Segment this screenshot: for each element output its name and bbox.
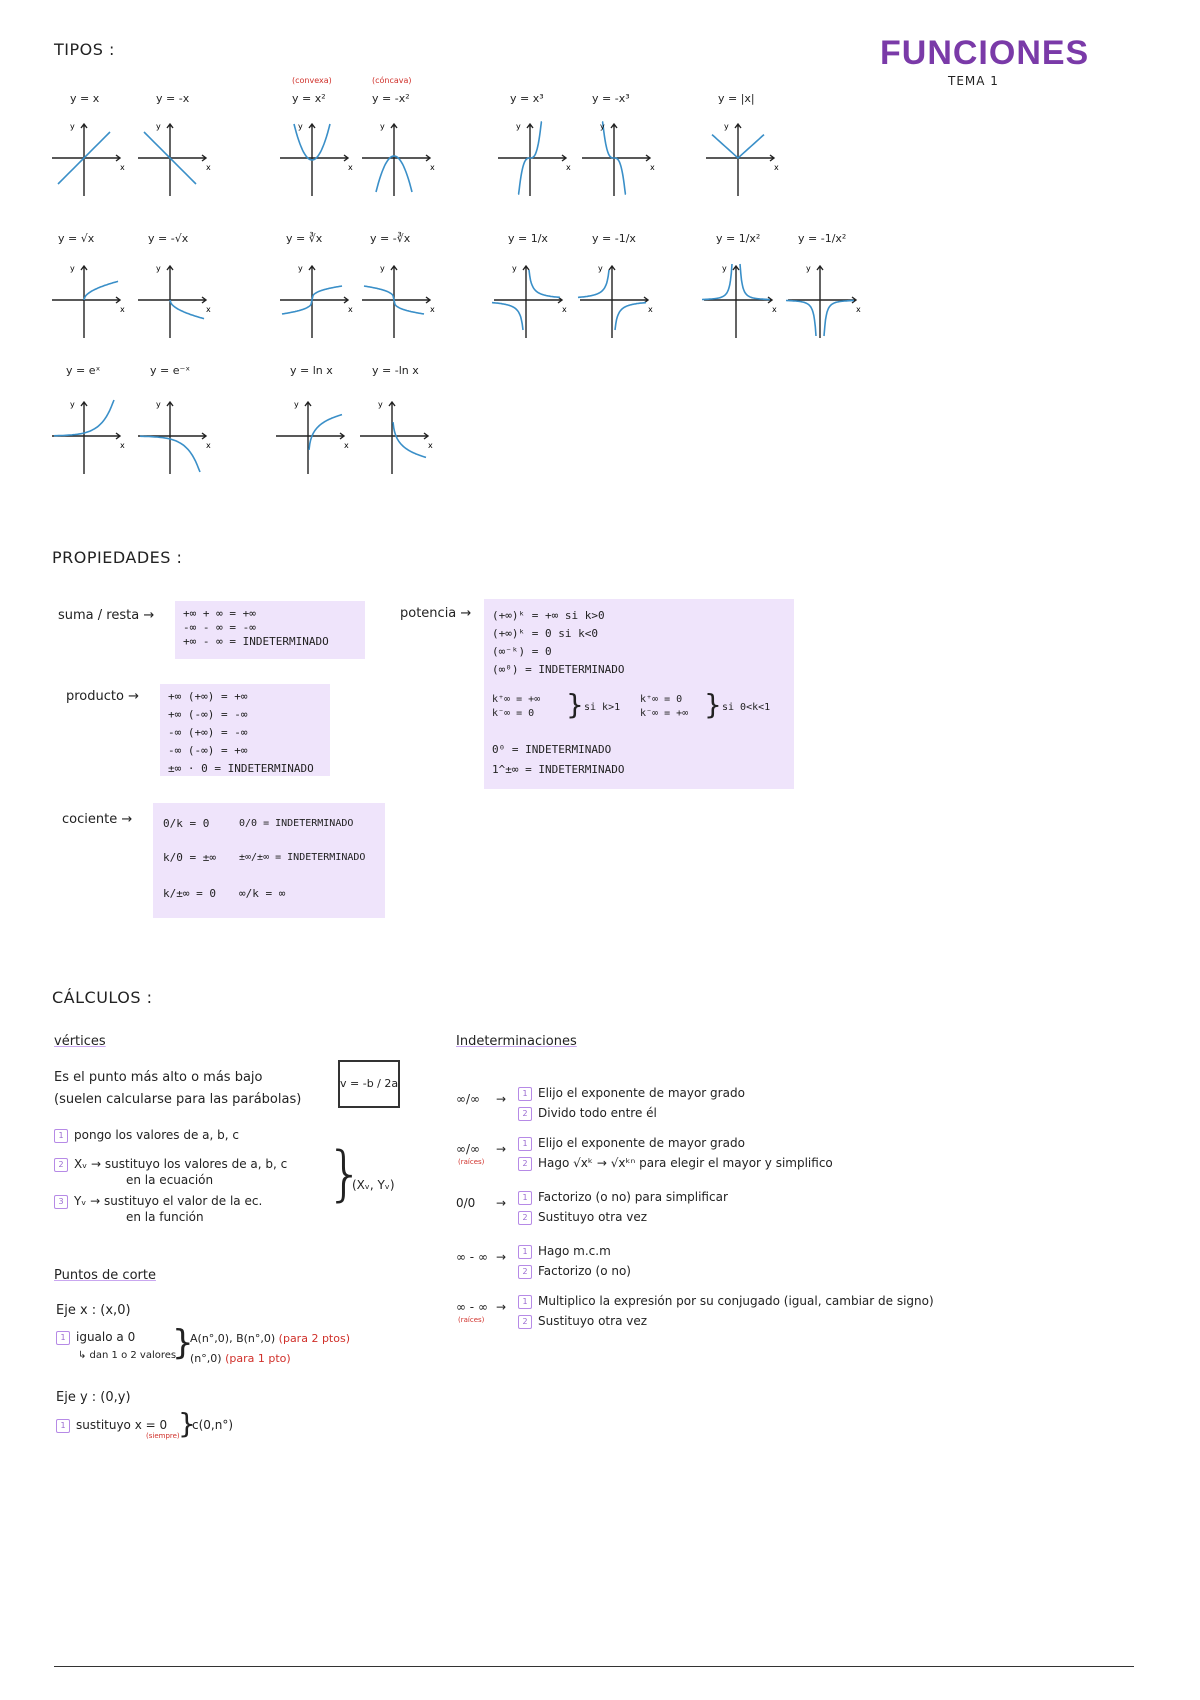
vertices-step-cont: en la función	[126, 1210, 204, 1224]
potencia-line: (∞⁰) = INDETERMINADO	[492, 663, 625, 676]
potencia-k2-cond: si 0<k<1	[722, 702, 771, 713]
axis-y-label: y	[516, 122, 521, 131]
arrow: →	[496, 1300, 507, 1314]
cociente-line: 0/k = 0	[163, 817, 210, 830]
indet-lhs: ∞/∞	[456, 1142, 481, 1156]
graph-sqrt	[52, 262, 128, 346]
page-subtitle: TEMA 1	[948, 74, 999, 88]
axis-x-label: x	[562, 305, 567, 314]
suma-line: +∞ + ∞ = +∞	[183, 607, 256, 620]
graph-label-nexp: y = e⁻ˣ	[150, 364, 191, 377]
cociente-label: cociente →	[62, 812, 133, 827]
axis-y-label: y	[294, 400, 299, 409]
vertices-step-text: pongo los valores de a, b, c	[74, 1128, 239, 1142]
axes	[360, 402, 428, 474]
graph-ncbrt	[362, 262, 438, 346]
indet-step: 1 Elijo el exponente de mayor grado	[518, 1086, 745, 1101]
brace: }	[178, 1407, 196, 1440]
graph-label-ncbrt: y = -∛x	[370, 232, 411, 245]
section-heading-propiedades: PROPIEDADES :	[52, 548, 182, 567]
cociente-line: ∞/k = ∞	[239, 887, 286, 900]
graph-ln	[276, 398, 352, 482]
indet-step: 1 Multiplico la expresión por su conjugado (igual, cambiar de signo)	[518, 1294, 934, 1309]
vertices-step	[54, 1194, 262, 1209]
eje-x: Eje x : (x,0)	[56, 1303, 131, 1318]
eje-y-note: (siempre)	[146, 1432, 180, 1440]
axis-y-label: y	[70, 264, 75, 273]
graph-id	[52, 120, 128, 204]
graph-svg	[582, 120, 658, 200]
eje-x-sub: ↳ dan 1 o 2 valores	[78, 1350, 177, 1361]
graph-ninv2	[788, 262, 864, 346]
indet-lhs: 0/0	[456, 1196, 476, 1210]
potencia-line: (+∞)ᵏ = 0 si k<0	[492, 627, 598, 640]
graph-label-ln: y = ln x	[290, 364, 333, 377]
suma-line: -∞ - ∞ = -∞	[183, 621, 256, 634]
graph-inv	[494, 262, 570, 346]
potencia-line: (∞⁻ᵏ) = 0	[492, 645, 552, 658]
indet-step: 2 Divido todo entre él	[518, 1106, 657, 1121]
graph-ninv	[580, 262, 656, 346]
graph-svg	[362, 262, 438, 342]
producto-line: -∞ (-∞) = +∞	[168, 744, 248, 757]
vertices-step-text: Xᵥ → sustituyo los valores de a, b, c	[74, 1157, 288, 1171]
graph-label-ncube: y = -x³	[592, 92, 630, 105]
potencia-k1-cond: si k>1	[584, 702, 621, 713]
graph-nsqrt	[138, 262, 214, 346]
graph-svg	[138, 120, 214, 200]
vertices-step	[54, 1128, 239, 1143]
axis-x-label: x	[566, 163, 571, 172]
axis-y-label: y	[70, 122, 75, 131]
graph-label-neg: y = -x	[156, 92, 190, 105]
graph-exp	[52, 398, 128, 482]
axis-y-label: y	[298, 264, 303, 273]
graph-svg	[276, 398, 352, 478]
graph-label-inv2: y = 1/x²	[716, 232, 761, 245]
graph-label-cbrt: y = ∛x	[286, 232, 323, 245]
axes	[494, 266, 562, 338]
producto-line: +∞ (+∞) = +∞	[168, 690, 248, 703]
cociente-line: 0/0 = INDETERMINADO	[239, 818, 354, 829]
axes	[52, 124, 120, 196]
vertices-desc: Es el punto más alto o más bajo	[54, 1070, 263, 1085]
axis-y-label: y	[156, 264, 161, 273]
graph-label-nsq: y = -x²	[372, 92, 410, 105]
axis-x-label: x	[428, 441, 433, 450]
indet-lhs: ∞ - ∞	[456, 1300, 488, 1314]
arrow: →	[496, 1250, 507, 1264]
section-heading-tipos: TIPOS :	[54, 40, 115, 59]
suma-resta-label: suma / resta →	[58, 608, 155, 623]
curve	[393, 422, 426, 457]
axis-x-label: x	[774, 163, 779, 172]
axis-y-label: y	[806, 264, 811, 273]
page-title: FUNCIONES	[880, 34, 1090, 72]
cortes-title: Puntos de corte	[54, 1268, 156, 1283]
step-number: 1	[54, 1129, 68, 1143]
cociente-line: k/±∞ = 0	[163, 887, 216, 900]
eje-y-step: 1 sustituyo x = 0	[56, 1418, 167, 1433]
graph-svg	[706, 120, 782, 200]
potencia-k2-line: k⁻∞ = +∞	[640, 708, 689, 719]
graph-neg	[138, 120, 214, 204]
indet-lhs: ∞ - ∞	[456, 1250, 488, 1264]
eje-x-result: (n°,0) (para 1 pto)	[190, 1352, 291, 1365]
indeterminaciones-title: Indeterminaciones	[456, 1034, 577, 1049]
graph-svg	[52, 120, 128, 200]
eje-y-result: c(0,n°)	[192, 1418, 234, 1432]
suma-resta-box	[175, 601, 365, 659]
graph-nexp	[138, 398, 214, 482]
potencia-extra-line: 1^±∞ = INDETERMINADO	[492, 763, 625, 776]
graph-label-cube: y = x³	[510, 92, 544, 105]
axis-x-label: x	[348, 163, 353, 172]
indet-step: 1 Elijo el exponente de mayor grado	[518, 1136, 745, 1151]
axis-y-label: y	[156, 122, 161, 131]
axis-y-label: y	[600, 122, 605, 131]
cociente-line: ±∞/±∞ = INDETERMINADO	[239, 852, 366, 863]
arrow: →	[496, 1196, 507, 1210]
graph-label-abs: y = |x|	[718, 92, 755, 105]
potencia-extra-line: 0⁰ = INDETERMINADO	[492, 743, 612, 756]
graph-svg	[138, 262, 214, 342]
graph-label-exp: y = eˣ	[66, 364, 101, 377]
curve	[170, 300, 204, 319]
graph-label-id: y = x	[70, 92, 100, 105]
section-heading-calculos: CÁLCULOS :	[52, 988, 152, 1007]
graph-svg	[704, 262, 780, 342]
axes	[280, 266, 348, 338]
producto-line: +∞ (-∞) = -∞	[168, 708, 248, 721]
vertices-step	[54, 1157, 287, 1172]
axis-x-label: x	[430, 163, 435, 172]
potencia-k2-line: k⁺∞ = 0	[640, 694, 683, 705]
graph-svg	[138, 398, 214, 478]
graph-svg	[498, 120, 574, 200]
cociente-box	[153, 803, 385, 918]
vertices-step-cont: en la ecuación	[126, 1173, 214, 1187]
graph-nsq	[362, 120, 438, 204]
axes	[52, 266, 120, 338]
indet-step: 1 Factorizo (o no) para simplificar	[518, 1190, 728, 1205]
axes	[276, 402, 344, 474]
axes	[362, 124, 430, 196]
axis-x-label: x	[206, 441, 211, 450]
eje-x-result: A(n°,0), B(n°,0) (para 2 ptos)	[190, 1332, 350, 1345]
step-number: 3	[54, 1195, 68, 1209]
axes	[582, 124, 650, 196]
potencia-k1-line: k⁺∞ = +∞	[492, 694, 541, 705]
graph-svg	[52, 398, 128, 478]
graph-cube	[498, 120, 574, 204]
note-concava: (cóncava)	[372, 76, 412, 85]
suma-line: +∞ - ∞ = INDETERMINADO	[183, 635, 329, 648]
axes	[362, 266, 430, 338]
potencia-label: potencia →	[400, 606, 472, 621]
potencia-line: (+∞)ᵏ = +∞ si k>0	[492, 609, 605, 622]
axis-x-label: x	[206, 305, 211, 314]
axis-x-label: x	[648, 305, 653, 314]
cociente-line: k/0 = ±∞	[163, 851, 216, 864]
axis-y-label: y	[380, 264, 385, 273]
axis-y-label: y	[380, 122, 385, 131]
axis-x-label: x	[430, 305, 435, 314]
graph-svg	[280, 120, 356, 200]
vertex-result: (Xᵥ, Yᵥ)	[352, 1178, 395, 1192]
curve	[309, 415, 342, 450]
producto-line: ±∞ · 0 = INDETERMINADO	[168, 762, 314, 775]
indet-step: 2 Factorizo (o no)	[518, 1264, 631, 1279]
axes	[138, 266, 206, 338]
indet-note: (raíces)	[458, 1316, 485, 1324]
indet-lhs: ∞/∞	[456, 1092, 481, 1106]
producto-label: producto →	[66, 689, 139, 704]
note-convexa: (convexa)	[292, 76, 332, 85]
brace: }	[704, 688, 722, 721]
axis-x-label: x	[348, 305, 353, 314]
brace: }	[172, 1323, 194, 1363]
graph-svg	[580, 262, 656, 342]
axis-x-label: x	[650, 163, 655, 172]
axis-x-label: x	[772, 305, 777, 314]
indet-step: 2 Sustituyo otra vez	[518, 1314, 647, 1329]
axes	[498, 124, 566, 196]
indet-note: (raíces)	[458, 1158, 485, 1166]
indet-step: 1 Hago m.c.m	[518, 1244, 611, 1259]
potencia-k1-line: k⁻∞ = 0	[492, 708, 535, 719]
graph-inv2	[704, 262, 780, 346]
axes	[52, 402, 120, 474]
graph-label-ninv: y = -1/x	[592, 232, 636, 245]
graph-svg	[788, 262, 864, 342]
potencia-box	[484, 599, 794, 789]
vertices-desc: (suelen calcularse para las parábolas)	[54, 1092, 302, 1107]
axis-y-label: y	[722, 264, 727, 273]
axes	[580, 266, 648, 338]
axis-y-label: y	[598, 264, 603, 273]
graph-cbrt	[280, 262, 356, 346]
brace: }	[326, 1139, 365, 1209]
axis-x-label: x	[120, 163, 125, 172]
graph-sq	[280, 120, 356, 204]
axis-y-label: y	[378, 400, 383, 409]
graph-label-nln: y = -ln x	[372, 364, 419, 377]
graph-label-nsqrt: y = -√x	[148, 232, 189, 245]
step-number: 2	[54, 1158, 68, 1172]
vertices-step-text: Yᵥ → sustituyo el valor de la ec.	[74, 1194, 263, 1208]
graph-label-inv: y = 1/x	[508, 232, 548, 245]
indet-step: 2 Sustituyo otra vez	[518, 1210, 647, 1225]
graph-label-ninv2: y = -1/x²	[798, 232, 847, 245]
axis-x-label: x	[120, 441, 125, 450]
axis-x-label: x	[344, 441, 349, 450]
graph-svg	[362, 120, 438, 200]
graph-abs	[706, 120, 782, 204]
axis-x-label: x	[120, 305, 125, 314]
axis-y-label: y	[70, 400, 75, 409]
graph-svg	[360, 398, 436, 478]
indet-step: 2 Hago √xᵏ → √xᵏⁿ para elegir el mayor y simplifico	[518, 1156, 833, 1171]
bottom-rule	[54, 1666, 1134, 1667]
axis-y-label: y	[298, 122, 303, 131]
vertex-formula: v = -b / 2a	[338, 1060, 400, 1108]
graph-svg	[280, 262, 356, 342]
axis-y-label: y	[156, 400, 161, 409]
graph-svg	[494, 262, 570, 342]
brace: }	[566, 688, 584, 721]
arrow: →	[496, 1142, 507, 1156]
axis-y-label: y	[724, 122, 729, 131]
vertices-title: vértices	[54, 1034, 106, 1049]
axes	[704, 266, 772, 338]
axis-x-label: x	[206, 163, 211, 172]
graph-label-sqrt: y = √x	[58, 232, 95, 245]
graph-ncube	[582, 120, 658, 204]
axis-y-label: y	[512, 264, 517, 273]
producto-line: -∞ (+∞) = -∞	[168, 726, 248, 739]
graph-svg	[52, 262, 128, 342]
eje-y: Eje y : (0,y)	[56, 1390, 131, 1405]
graph-label-sq: y = x²	[292, 92, 326, 105]
axis-x-label: x	[856, 305, 861, 314]
eje-x-step: 1 igualo a 0	[56, 1330, 135, 1345]
producto-box	[160, 684, 330, 776]
graph-nln	[360, 398, 436, 482]
curve	[84, 281, 118, 300]
arrow: →	[496, 1092, 507, 1106]
